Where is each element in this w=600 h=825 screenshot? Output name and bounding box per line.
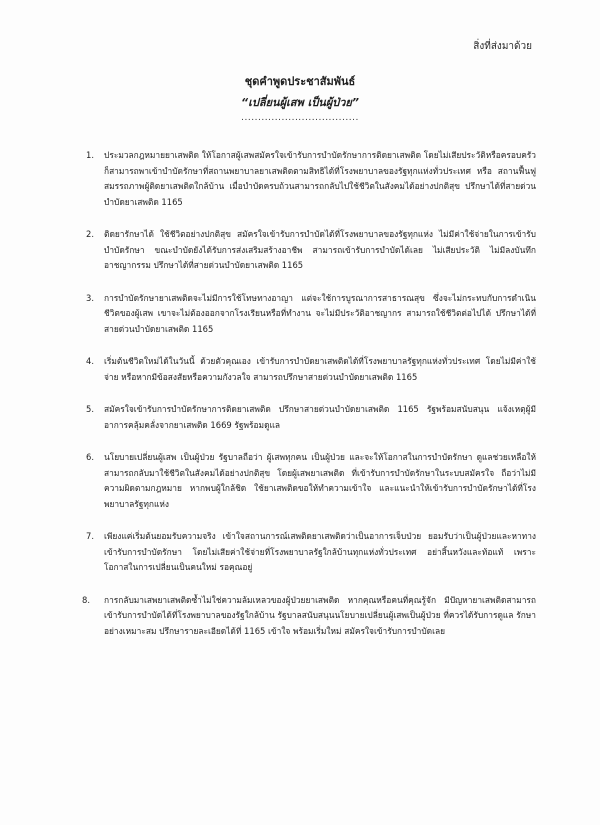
- list-item: [82, 593, 536, 640]
- document-subtitle: “เปลี่ยนผู้เสพ เป็นผู้ป่วย”: [241, 96, 359, 109]
- item-text: การกลับมาเสพยาเสพติดซ้ำไม่ใช่ความล้มเหลวของผู้ป่วยยาเสพติด หากคุณหรือคนที่คุณรู้จัก มีปัญหายาเสพติดสามารถเข้ารับการบำบัดได้ที่โรงพยาบาลของรัฐใกล้บ้าน รัฐบาลสนับสนุนนโยบายเปลี่ยนผู้เสพเป็นผู้ป่วย ที่ควรได้รับการดูแล รักษาอย่างเหมาะสม ปรึกษารายละเอียดได้ที่ 1165 เข้าใจ พร้อมเริ่มใหม่ สมัครใจเข้ารับการบำบัดเลย: [104, 594, 536, 636]
- item-number: 3.: [86, 292, 94, 303]
- item-number: 6.: [86, 452, 94, 462]
- item-number: 7.: [86, 531, 94, 541]
- item-number: 2.: [86, 229, 94, 239]
- list-item: [86, 354, 536, 385]
- item-text: ติดยารักษาได้ ใช้ชีวิตอย่างปกติสุข สมัครใจเข้ารับการบำบัดได้ที่โรงพยาบาลของรัฐทุกแห่ง ไม่มีค่าใช้จ่ายในการเข้ารับบำบัดรักษา ขณะบำบัดยังได้รับการส่งเสริมสร้างอาชีพ สามารถเข้ารับการบำบัดได้เลย ไม่เสียประวัติ ไม่มีลงบันทึกอาชญากรรม ปรึกษาได้ที่สายด่วนบำบัดยาเสพติด 1165: [104, 229, 536, 270]
- item-number: 8.: [82, 594, 90, 605]
- item-number: 1.: [86, 150, 94, 160]
- item-text: การบำบัดรักษายาเสพติดจะไม่มีการใช้โทษทางอาญา แต่จะใช้การบูรณาการสาธารณสุข ซึ่งจะไม่กระทบกับการดำเนินชีวิตของผู้เสพ เขาจะไม่ต้องออกจากโรงเรียนหรือที่ทำงาน จะไม่มีประวัติอาชญากร สามารถใช้ชีวิตต่อไปได้ ปรึกษาได้ที่สายด่วนบำบัดยาเสพติด 1165: [104, 292, 536, 334]
- dotted-divider: ...................................: [241, 113, 359, 123]
- document-title: ชุดคำพูดประชาสัมพันธ์: [244, 75, 356, 88]
- item-text: ประมวลกฎหมายยาเสพติด ให้โอกาสผู้เสพสมัครใจเข้ารับการบำบัดรักษาการติดยาเสพติด โดยไม่เสียประวัติหรือครอบครัวก็สามารถพาเข้าบำบัดรักษาที่สถานพยาบาลยาเสพติดตามสิทธิได้ที่โรงพยาบาลของรัฐทุกแห่งทั่วประเทศ หรือ สถานฟื้นฟู สมรรถภาพผู้ติดยาเสพติดใกล้บ้าน เมื่อบำบัดครบถ้วนสามารถกลับไปใช้ชีวิตในสังคมได้อย่างปกติสุข ปรึกษาได้ที่สายด่วนบำบัดยาเสพติด 1165: [104, 150, 536, 207]
- item-text: นโยบายเปลี่ยนผู้เสพ เป็นผู้ป่วย รัฐบาลถือว่า ผู้เสพทุกคน เป็นผู้ป่วย และจะให้โอกาสในการบำบัดรักษา ดูแลช่วยเหลือให้สามารถกลับมาใช้ชีวิตในสังคมได้อย่างปกติสุข โดยผู้เสพยาเสพติด ที่เข้ารับการบำบัดรักษาในระบบสมัครใจ ถือว่าไม่มีความผิดตามกฎหมาย หากพบผู้ใกล้ชิด ใช้ยาเสพติดขอให้ทำความเข้าใจ และแนะนำให้เข้ารับการบำบัดรักษาได้ที่โรงพยาบาลรัฐทุกแห่ง: [104, 452, 536, 509]
- list-item: [86, 402, 536, 433]
- item-number: 4.: [86, 356, 94, 366]
- item-text: เริ่มต้นชีวิตใหม่ได้ในวันนี้ ด้วยตัวคุณเอง เข้ารับการบำบัดยาเสพติดได้ที่โรงพยาบาลรัฐทุกแห่งทั่วประเทศ โดยไม่มีค่าใช้จ่าย หรือหากมีข้อสงสัยหรือความกังวลใจ สามารถปรึกษาสายด่วนบำบัดยาเสพติด 1165: [104, 356, 536, 382]
- item-number: 5.: [86, 404, 94, 414]
- item-text: เพียงแค่เริ่มต้นยอมรับความจริง เข้าใจสถานการณ์เสพติดยาเสพติดว่าเป็นอาการเจ็บป่วย ยอมรับว่าเป็นผู้ป่วยและหาทางเข้ารับการบำบัดรักษา โดยไม่เสียค่าใช้จ่ายที่โรงพยาบาลรัฐใกล้บ้านทุกแห่งทั่วประเทศ อย่าสิ้นหวังและท้อแท้ เพราะโอกาสในการเปลี่ยนเป็นคนใหม่ รอคุณอยู่: [104, 531, 536, 572]
- attachment-label: สิ่งที่ส่งมาด้วย: [473, 41, 532, 52]
- list-item: [86, 529, 536, 576]
- list-item: [86, 227, 536, 274]
- message-list: [82, 148, 536, 656]
- list-item: [86, 291, 536, 338]
- item-text: สมัครใจเข้ารับการบำบัดรักษาการติดยาเสพติด ปรึกษาสายด่วนบำบัดยาเสพติด 1165 รัฐพร้อมสนับสนุน แจ้งเหตุผู้มีอาการคลุ้มคลั่งจากยาเสพติด 1669 รัฐพร้อมดูแล: [104, 404, 536, 430]
- list-item: [86, 148, 536, 210]
- list-item: [86, 450, 536, 512]
